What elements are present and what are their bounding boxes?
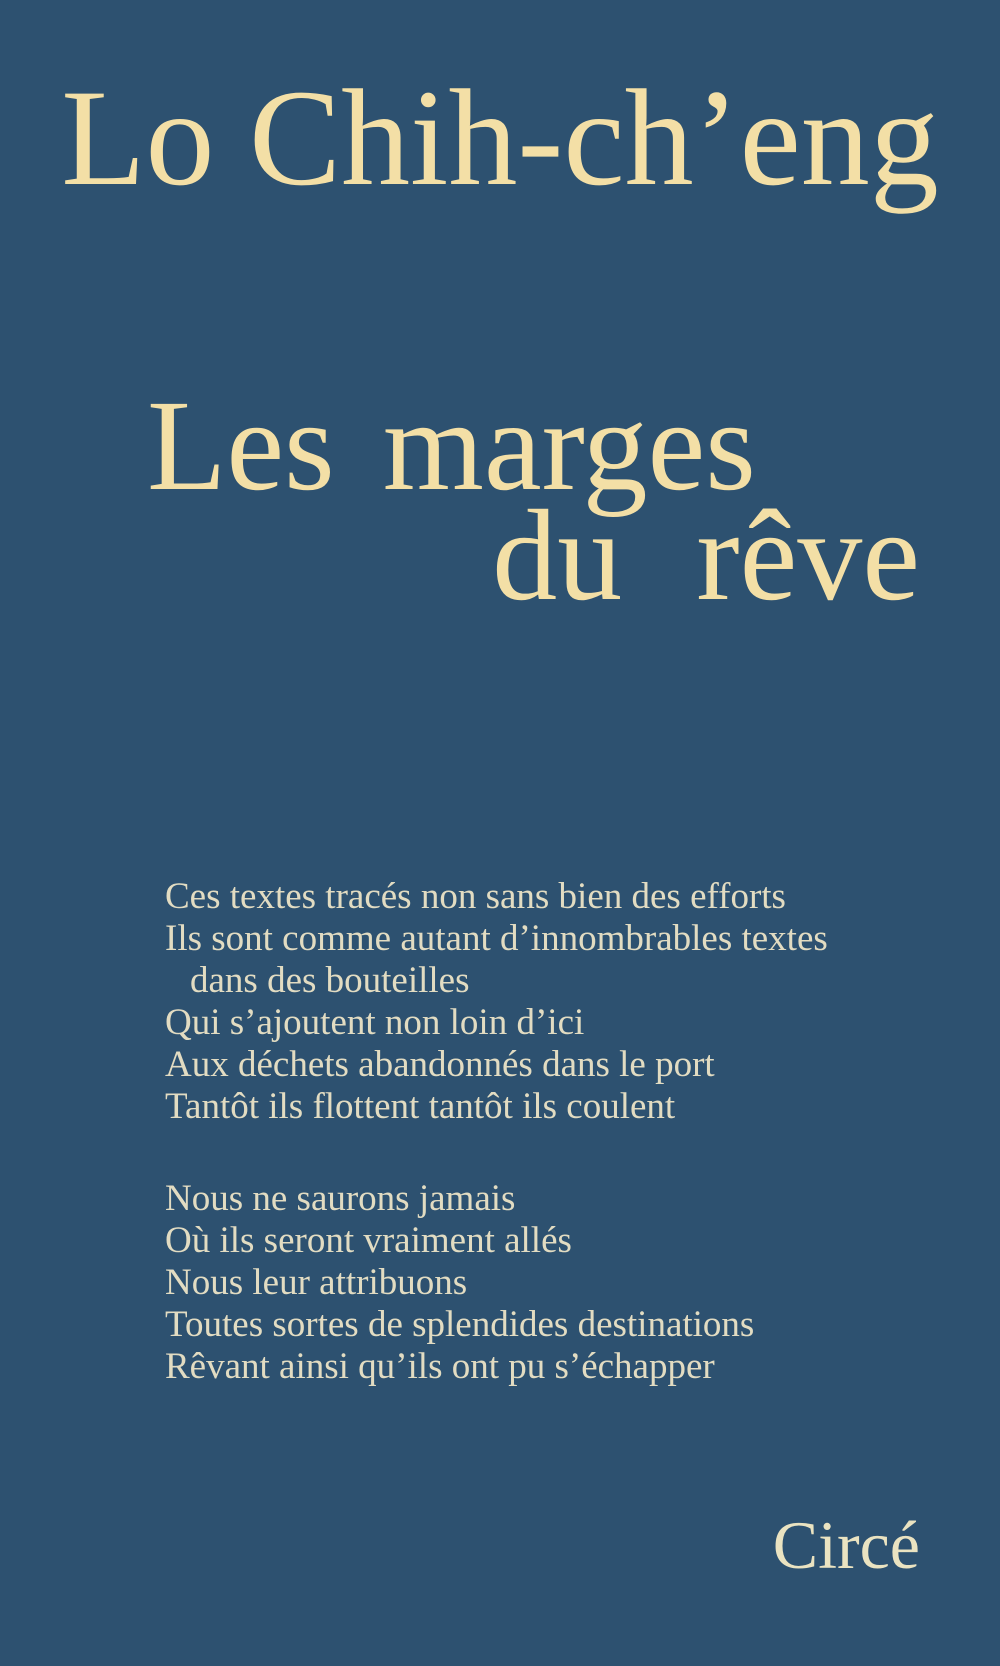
poem-line: Toutes sortes de splendides destinations — [165, 1304, 755, 1345]
poem-stanza-1 — [165, 876, 828, 1128]
poem-line: Nous ne saurons jamais — [165, 1178, 516, 1219]
poem-line: Ils sont comme autant d’innombrables textes — [165, 918, 828, 959]
poem-line: Aux déchets abandonnés dans le port — [165, 1044, 715, 1085]
publisher-name: Circé — [772, 1507, 920, 1583]
poem-line: Où ils seront vraiment allés — [165, 1220, 572, 1261]
poem-line: Qui s’ajoutent non loin d’ici — [165, 1002, 585, 1043]
poem-stanza-2 — [165, 1178, 828, 1388]
poem-line: Ces textes tracés non sans bien des efforts — [165, 876, 786, 917]
poem-line: Nous leur attribuons — [165, 1262, 468, 1303]
title-line-2: du rêve — [492, 484, 920, 628]
poem-line: Rêvant ainsi qu’ils ont pu s’échapper — [165, 1346, 715, 1387]
poem-line: dans des bouteilles — [190, 960, 470, 1001]
title-line-1: Les marges — [147, 374, 756, 518]
author-name: Lo Chih-ch’eng — [61, 61, 939, 214]
poem-line: Tantôt ils flottent tantôt ils coulent — [165, 1086, 676, 1127]
poem-excerpt — [165, 876, 828, 1388]
